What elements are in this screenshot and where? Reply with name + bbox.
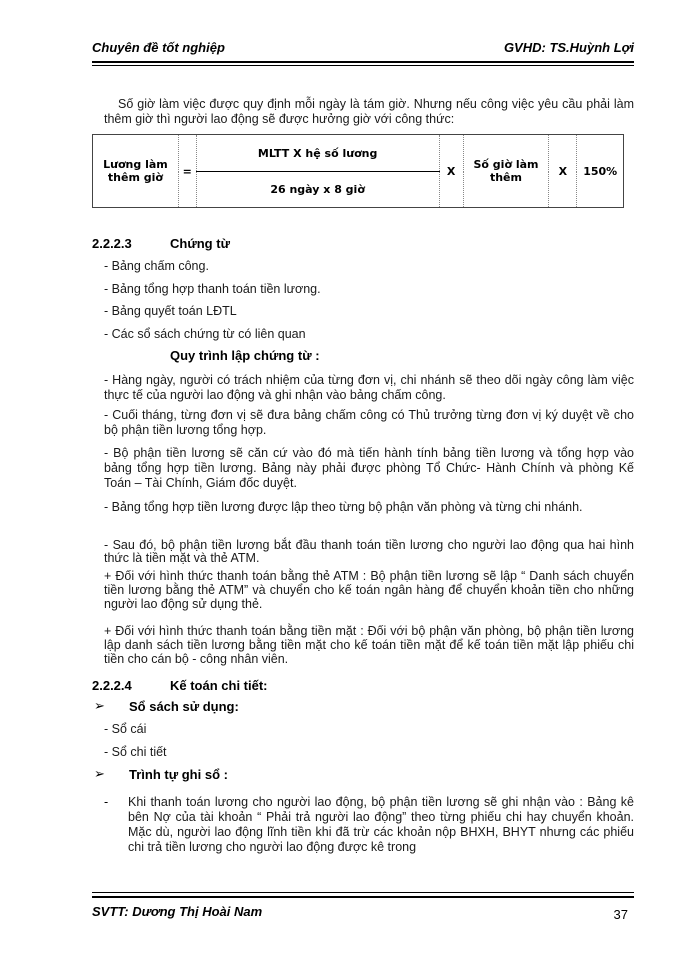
procedure-paragraph: - Bảng tổng hợp tiền lương được lập theo từng bộ phận văn phòng và từng chi nhánh. — [104, 500, 583, 514]
list-item: - Bảng chấm công. — [104, 259, 209, 273]
dash-bullet: - — [104, 795, 109, 809]
procedure-paragraph: - Sau đó, bộ phận tiền lương bắt đầu thanh toán tiền lương cho người lao động qua hai hình thức là tiền mặt và thẻ ATM. — [104, 538, 634, 565]
procedure-subheading: Quy trình lập chứng từ : — [170, 348, 320, 363]
section-2224-number: 2.2.2.4 — [92, 678, 132, 693]
footer-rule-thin — [92, 892, 634, 893]
procedure-paragraph: + Đối với hình thức thanh toán bằng tiền mặt : Đối với bộ phận văn phòng, bộ phận tiền lương lập danh sách tiền lương bằng tiền mặt cho kế toán tiền mặt để kế toán tiền mặt lập phiếu chi tiền cho cán bộ - công nhân viên. — [104, 624, 634, 666]
list-item: - Sổ chi tiết — [104, 745, 167, 759]
formula-left-label: Lương làm thêm giờ — [93, 135, 179, 208]
footer-author: SVTT: Dương Thị Hoài Nam — [92, 904, 263, 919]
formula-equals: = — [178, 135, 196, 208]
arrow-bullet-icon: ➢ — [94, 698, 105, 713]
section-2223-number: 2.2.2.3 — [92, 236, 132, 251]
overtime-formula — [92, 134, 624, 208]
list-item: - Bảng quyết toán LĐTL — [104, 304, 237, 318]
header-rule-thin — [92, 65, 634, 66]
formula-rate: 150% — [583, 164, 618, 178]
footer-rule-thick — [92, 896, 634, 898]
formula-numerator: MLTT X hệ số lương — [196, 135, 439, 172]
formula-denominator: 26 ngày x 8 giờ — [196, 172, 439, 208]
list-item: - Sổ cái — [104, 722, 147, 736]
list-item: - Bảng tổng hợp thanh toán tiền lương. — [104, 282, 321, 296]
procedure-paragraph: - Cuối tháng, từng đơn vị sẽ đưa bảng chấm công có Thủ trưởng từng đơn vị ký duyệt về cho bộ phận tiền lương tổng hợp. — [104, 408, 634, 437]
header-rule-thick — [92, 61, 634, 63]
header-right: GVHD: TS.Huỳnh Lợi — [503, 40, 634, 55]
procedure-paragraph: - Hàng ngày, người có trách nhiệm của từng đơn vị, chi nhánh sẽ theo dõi ngày công làm việc thực tế của người lao động và ghi nhận vào bảng chấm công. — [104, 373, 634, 402]
intro-paragraph: Số giờ làm việc được quy định mỗi ngày là tám giờ. Nhưng nếu công việc yêu cầu phải làm thêm giờ thì người lao động sẽ được hưởng giờ với công thức: — [104, 97, 634, 126]
procedure-paragraph: - Bộ phận tiền lương sẽ căn cứ vào đó mà tiến hành tính bảng tiền lương và tổng hợp vào bảng tổng hợp tiền lương. Bảng này phải được phòng Tổ Chức- Hành Chính và phòng Kế Toán – Tài Chính, Giám đốc duyệt. — [104, 446, 634, 490]
section-2224-title: Kế toán chi tiết: — [170, 678, 268, 693]
recording-paragraph: Khi thanh toán lương cho người lao động, bộ phận tiền lương sẽ ghi nhận vào : Bảng kê bên Nợ của tài khoản “ Phải trả người lao động” theo từng phiếu chi hay chuyển khoản. Mặc dù, người lao động lĩnh tiền khi đã trừ các khoản nộp BHXH, BHYT nhưng các phiếu chi trả tiền lương cho người lao động được kê trong — [128, 795, 634, 854]
formula-middle-label: Số giờ làm thêm — [463, 135, 549, 208]
formula-times-1: X — [439, 135, 463, 208]
page-number: 37 — [613, 907, 628, 922]
arrow-bullet-icon: ➢ — [94, 766, 105, 781]
list-item: - Các sổ sách chứng từ có liên quan — [104, 327, 306, 341]
recording-heading: Trình tự ghi sổ : — [129, 767, 228, 782]
header-left: Chuyên đề tốt nghiệp — [92, 40, 225, 55]
procedure-paragraph: + Đối với hình thức thanh toán bằng thẻ ATM : Bộ phận tiền lương sẽ lập “ Danh sách chuyển tiền lương bằng thẻ ATM” và chuyển cho kế toán ngân hàng để chuyển khoản tiền cho những người lao động sử dụng thẻ. — [104, 569, 634, 611]
books-heading: Sổ sách sử dụng: — [129, 699, 239, 714]
formula-times-2: X — [549, 135, 577, 208]
section-2223-title: Chứng từ — [170, 236, 230, 251]
